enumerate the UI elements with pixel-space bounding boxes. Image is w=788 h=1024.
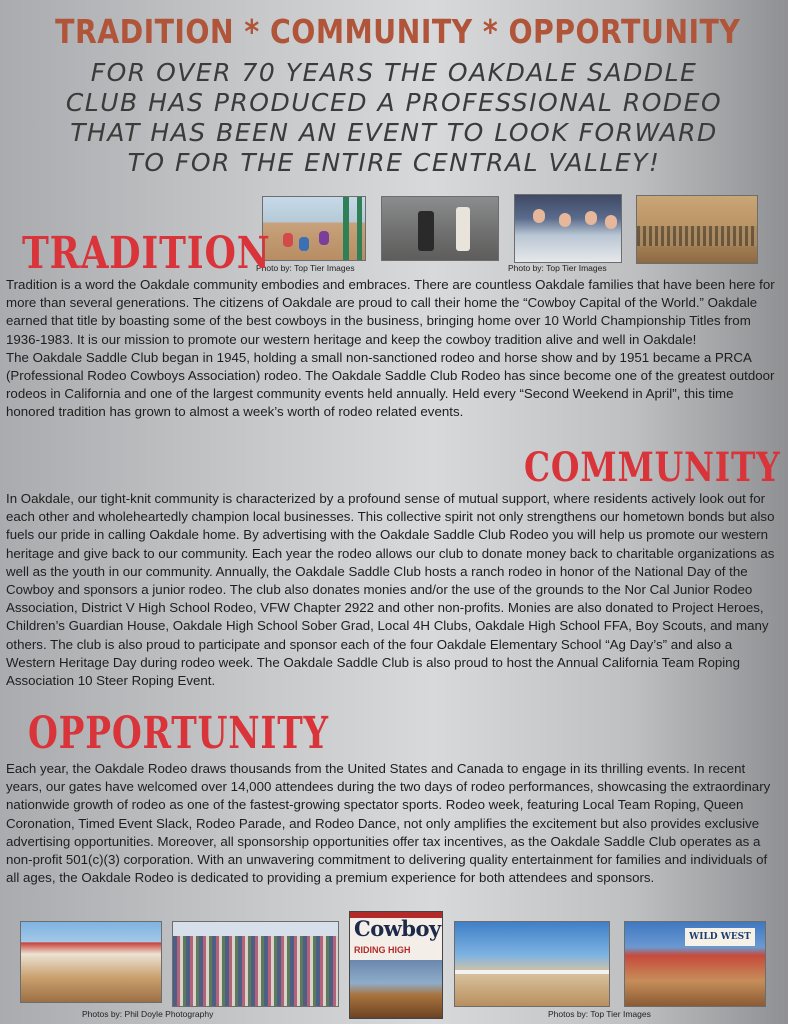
photo-historic-grandstand <box>636 195 758 264</box>
photo-rodeo-spectators <box>514 194 622 263</box>
community-paragraph: In Oakdale, our tight-knit community is characterized by a profound sense of mutual support, where residents actively look out for each other and wholeheartedly champion local businesses. This collective spirit not only strengthens our hometown bonds but also fuels our pride in calling Oakdale home. By advertising with the Oakdale Saddle Club Rodeo you will help us promote our western heritage and give back to our community. Each year the rodeo allows our club to donate money back to charitable organizations as well as the youth in our community. Annually, the Oakdale Saddle Club hosts a ranch rodeo in honor of the National Day of the Cowboy and sponsors a junior rodeo. The club also donates monies and/or the use of the grounds to the Nor Cal Junior Rodeo Association, District V High School Rodeo, VFW Chapter 2922 and other non-profits. Monies are also donated to Project Heroes, Children’s Guardian House, Oakdale High School Sober Grad, Local 4H Clubs, Oakdale High School FFA, Boy Scouts, and many others. The club is also proud to participate and sponsor each of the four Oakdale Elementary School “Ag Day’s” and also a Western Heritage Day during rodeo week. The Oakdale Saddle Club is also proud to host the Annual California Team Roping Association 10 Steer Roping Event. <box>6 491 775 689</box>
photo-credit: Photos by: Phil Doyle Photography <box>82 1009 214 1019</box>
photo-vintage-cowboys <box>381 196 499 261</box>
opportunity-heading: OPPORTUNITY <box>28 708 329 759</box>
photo-arena-riders <box>20 921 162 1003</box>
photo-parade-riders <box>624 921 766 1007</box>
intro-line: FOR OVER 70 YEARS THE OAKDALE SADDLE <box>90 58 698 87</box>
photo-rodeo-grounds <box>454 921 610 1007</box>
photo-crowded-grandstand <box>172 921 339 1007</box>
photo-credit: Photos by: Top Tier Images <box>548 1009 651 1019</box>
community-heading: COMMUNITY <box>524 444 781 491</box>
photo-credit: Photo by: Top Tier Images <box>256 263 355 273</box>
tradition-text <box>6 276 784 422</box>
photo-children-arena <box>262 196 366 261</box>
page-title: TRADITION * COMMUNITY * OPPORTUNITY <box>55 12 741 51</box>
tradition-paragraph: The Oakdale Saddle Club began in 1945, holding a small non-sanctioned rodeo and horse show and by 1951 became a PRCA (Professional Rodeo Cowboys Association) rodeo. The Oakdale Saddle Club Rodeo has since become one of the greatest outdoor rodeos in California and one of the largest community events held annually. Held every “Second Weekend in April”, this time honored tradition has grown to almost a week’s worth of rodeo related events. <box>6 349 775 420</box>
magazine-headline: RIDING HIGH <box>354 945 411 955</box>
magazine-title: Cowboy <box>354 916 441 941</box>
opportunity-paragraph: Each year, the Oakdale Rodeo draws thousands from the United States and Canada to engage in its thrilling events. In recent years, our gates have welcomed over 14,000 attendees during the two days of rodeo performances, showcasing the extraordinary nationwide growth of rodeo as one of the fastest-growing spectator sports. Rodeo week, featuring Local Team Roping, Queen Coronation, Timed Event Slack, Rodeo Parade, and Rodeo Dance, not only amplifies the excitement but also provides exclusive advertising opportunities. Moreover, all sponsorship opportunities offer tax incentives, as the Oakdale Saddle Club operates as a non-profit 501(c)(3) corporation. With an unwavering commitment to delivering quality entertainment for families and individuals of all ages, the Oakdale Rodeo is dedicated to providing a premium experience for both attendees and sponsors. <box>6 761 771 886</box>
tradition-heading: TRADITION <box>22 228 271 279</box>
intro-line: THAT HAS BEEN AN EVENT TO LOOK FORWARD <box>70 118 718 147</box>
photo-magazine-cover <box>349 911 443 1019</box>
tradition-paragraph: Tradition is a word the Oakdale community embodies and embraces. There are countless Oakdale families that have been here for more than several generations. The citizens of Oakdale are proud to call their home the “Cowboy Capital of the World.” Oakdale earned that title by boasting some of the best cowboys in the business, bringing home over 10 World Championship Titles from 1936-1983. It is our mission to promote our western heritage and keep the cowboy tradition alive and well in Oakdale! <box>6 277 775 347</box>
intro-line: TO FOR THE ENTIRE CENTRAL VALLEY! <box>127 148 661 177</box>
photo-credit: Photo by: Top Tier Images <box>508 263 607 273</box>
photo-banner: WILD WEST <box>685 928 755 946</box>
intro-statement <box>30 58 758 178</box>
intro-line: CLUB HAS PRODUCED A PROFESSIONAL RODEO <box>65 88 723 117</box>
